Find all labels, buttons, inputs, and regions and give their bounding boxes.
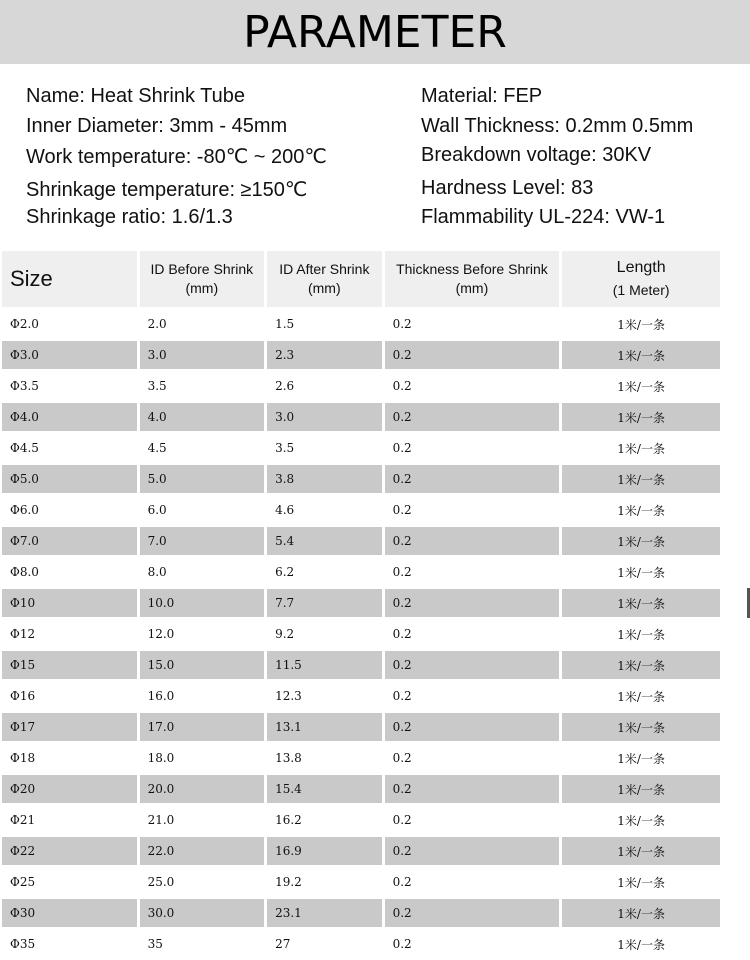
cell-size: Φ6.0	[2, 496, 137, 524]
table-row	[2, 682, 720, 710]
cell-thickness: 0.2	[385, 558, 560, 586]
header-thickness-label: Thickness Before Shrink	[396, 261, 548, 277]
cell-size: Φ2.0	[2, 310, 137, 338]
cell-id-before: 8.0	[140, 558, 265, 586]
cell-size: Φ35	[2, 930, 137, 958]
cell-id-after: 2.6	[267, 372, 381, 400]
size-table-container	[0, 248, 750, 960]
cell-length: 1米/一条	[562, 837, 720, 865]
cell-size: Φ3.0	[2, 341, 137, 369]
header-length	[562, 251, 720, 307]
spec-shrinkage-temperature: Shrinkage temperature: ≥150℃	[26, 179, 308, 201]
cell-size: Φ4.0	[2, 403, 137, 431]
table-row	[2, 403, 720, 431]
spec-material: Material: FEP	[421, 85, 543, 107]
cell-id-after: 23.1	[267, 899, 381, 927]
cell-thickness: 0.2	[385, 806, 560, 834]
spec-inner-diameter: Inner Diameter: 3mm - 45mm	[26, 115, 288, 137]
cell-id-before: 3.0	[140, 341, 265, 369]
header-thickness-unit: (mm)	[455, 280, 489, 296]
cell-thickness: 0.2	[385, 403, 560, 431]
table-row	[2, 775, 720, 803]
table-row	[2, 744, 720, 772]
cell-size: Φ20	[2, 775, 137, 803]
cell-size: Φ4.5	[2, 434, 137, 462]
cell-id-after: 16.9	[267, 837, 381, 865]
cell-length: 1米/一条	[562, 434, 720, 462]
cell-thickness: 0.2	[385, 651, 560, 679]
cell-id-after: 3.5	[267, 434, 381, 462]
cell-thickness: 0.2	[385, 930, 560, 958]
cell-thickness: 0.2	[385, 589, 560, 617]
cell-thickness: 0.2	[385, 434, 560, 462]
cell-length: 1米/一条	[562, 465, 720, 493]
cell-size: Φ10	[2, 589, 137, 617]
header-id-after-label: ID After Shrink	[279, 261, 370, 277]
table-row	[2, 434, 720, 462]
cell-id-after: 16.2	[267, 806, 381, 834]
cell-id-before: 7.0	[140, 527, 265, 555]
cell-id-before: 10.0	[140, 589, 265, 617]
spec-hardness-level: Hardness Level: 83	[421, 177, 594, 199]
cell-thickness: 0.2	[385, 837, 560, 865]
page-title: PARAMETER	[243, 6, 507, 58]
cell-size: Φ5.0	[2, 465, 137, 493]
header-id-after	[267, 251, 381, 307]
cell-id-before: 17.0	[140, 713, 265, 741]
cell-length: 1米/一条	[562, 899, 720, 927]
cell-size: Φ3.5	[2, 372, 137, 400]
cell-size: Φ7.0	[2, 527, 137, 555]
cell-thickness: 0.2	[385, 744, 560, 772]
table-row	[2, 465, 720, 493]
spec-shrinkage-ratio: Shrinkage ratio: 1.6/1.3	[26, 206, 233, 228]
cell-length: 1米/一条	[562, 868, 720, 896]
header-id-before	[140, 251, 265, 307]
cell-size: Φ21	[2, 806, 137, 834]
cell-id-after: 4.6	[267, 496, 381, 524]
cell-thickness: 0.2	[385, 341, 560, 369]
cell-thickness: 0.2	[385, 496, 560, 524]
cell-id-before: 2.0	[140, 310, 265, 338]
cell-id-after: 13.1	[267, 713, 381, 741]
spec-wall-thickness: Wall Thickness: 0.2mm 0.5mm	[421, 115, 694, 137]
cell-length: 1米/一条	[562, 558, 720, 586]
table-row	[2, 341, 720, 369]
cell-id-after: 6.2	[267, 558, 381, 586]
header-length-unit: (1 Meter)	[612, 282, 670, 298]
cell-size: Φ22	[2, 837, 137, 865]
cell-id-before: 16.0	[140, 682, 265, 710]
table-row	[2, 930, 720, 958]
spec-flammability: Flammability UL-224: VW-1	[421, 206, 666, 228]
cell-length: 1米/一条	[562, 806, 720, 834]
cell-id-after: 12.3	[267, 682, 381, 710]
cell-id-before: 15.0	[140, 651, 265, 679]
cell-id-after: 2.3	[267, 341, 381, 369]
header-id-after-unit: (mm)	[307, 280, 341, 296]
cell-thickness: 0.2	[385, 775, 560, 803]
cell-thickness: 0.2	[385, 372, 560, 400]
cell-id-before: 30.0	[140, 899, 265, 927]
cell-id-before: 4.0	[140, 403, 265, 431]
table-row	[2, 527, 720, 555]
cell-thickness: 0.2	[385, 868, 560, 896]
table-row	[2, 899, 720, 927]
header-thickness	[385, 251, 560, 307]
cell-thickness: 0.2	[385, 310, 560, 338]
cell-length: 1米/一条	[562, 713, 720, 741]
cell-thickness: 0.2	[385, 713, 560, 741]
cell-size: Φ8.0	[2, 558, 137, 586]
cell-id-before: 35	[140, 930, 265, 958]
cell-size: Φ25	[2, 868, 137, 896]
cell-length: 1米/一条	[562, 930, 720, 958]
cell-id-before: 6.0	[140, 496, 265, 524]
table-row	[2, 620, 720, 648]
cell-length: 1米/一条	[562, 372, 720, 400]
cell-id-before: 21.0	[140, 806, 265, 834]
table-row	[2, 837, 720, 865]
cell-thickness: 0.2	[385, 465, 560, 493]
header-length-label: Length	[616, 259, 666, 276]
cell-length: 1米/一条	[562, 682, 720, 710]
cell-size: Φ16	[2, 682, 137, 710]
header-id-before-label: ID Before Shrink	[150, 261, 254, 277]
cell-size: Φ12	[2, 620, 137, 648]
table-row	[2, 589, 720, 617]
cell-id-after: 1.5	[267, 310, 381, 338]
cell-id-after: 15.4	[267, 775, 381, 803]
size-table	[0, 248, 723, 960]
cell-size: Φ18	[2, 744, 137, 772]
table-row	[2, 713, 720, 741]
table-row	[2, 496, 720, 524]
cell-thickness: 0.2	[385, 620, 560, 648]
table-row	[2, 372, 720, 400]
table-body	[2, 310, 720, 958]
cell-id-before: 22.0	[140, 837, 265, 865]
table-row	[2, 310, 720, 338]
table-row	[2, 558, 720, 586]
cell-length: 1米/一条	[562, 527, 720, 555]
table-header-row	[2, 251, 720, 307]
cell-id-before: 3.5	[140, 372, 265, 400]
cell-id-after: 3.0	[267, 403, 381, 431]
cell-length: 1米/一条	[562, 310, 720, 338]
cell-id-before: 5.0	[140, 465, 265, 493]
spec-work-temperature: Work temperature: -80℃ ~ 200℃	[26, 146, 327, 168]
header-id-before-unit: (mm)	[185, 280, 219, 296]
cell-length: 1米/一条	[562, 775, 720, 803]
cell-length: 1米/一条	[562, 744, 720, 772]
cell-id-after: 19.2	[267, 868, 381, 896]
table-row	[2, 806, 720, 834]
cell-id-after: 3.8	[267, 465, 381, 493]
cell-thickness: 0.2	[385, 527, 560, 555]
cell-id-after: 5.4	[267, 527, 381, 555]
cell-size: Φ30	[2, 899, 137, 927]
spec-name: Name: Heat Shrink Tube	[26, 85, 245, 107]
cell-length: 1米/一条	[562, 403, 720, 431]
cell-length: 1米/一条	[562, 341, 720, 369]
cell-length: 1米/一条	[562, 620, 720, 648]
cell-id-before: 18.0	[140, 744, 265, 772]
title-banner	[0, 0, 750, 64]
cell-length: 1米/一条	[562, 651, 720, 679]
table-row	[2, 651, 720, 679]
cell-id-after: 27	[267, 930, 381, 958]
cell-id-before: 20.0	[140, 775, 265, 803]
cell-id-before: 12.0	[140, 620, 265, 648]
cell-size: Φ15	[2, 651, 137, 679]
table-row	[2, 868, 720, 896]
header-size: Size	[2, 251, 137, 307]
cell-length: 1米/一条	[562, 589, 720, 617]
cell-id-before: 4.5	[140, 434, 265, 462]
cell-id-after: 7.7	[267, 589, 381, 617]
cell-id-before: 25.0	[140, 868, 265, 896]
cell-size: Φ17	[2, 713, 137, 741]
cell-thickness: 0.2	[385, 682, 560, 710]
cell-length: 1米/一条	[562, 496, 720, 524]
cell-thickness: 0.2	[385, 899, 560, 927]
cell-id-after: 11.5	[267, 651, 381, 679]
cell-id-after: 13.8	[267, 744, 381, 772]
cell-id-after: 9.2	[267, 620, 381, 648]
spec-breakdown-voltage: Breakdown voltage: 30KV	[421, 144, 652, 166]
